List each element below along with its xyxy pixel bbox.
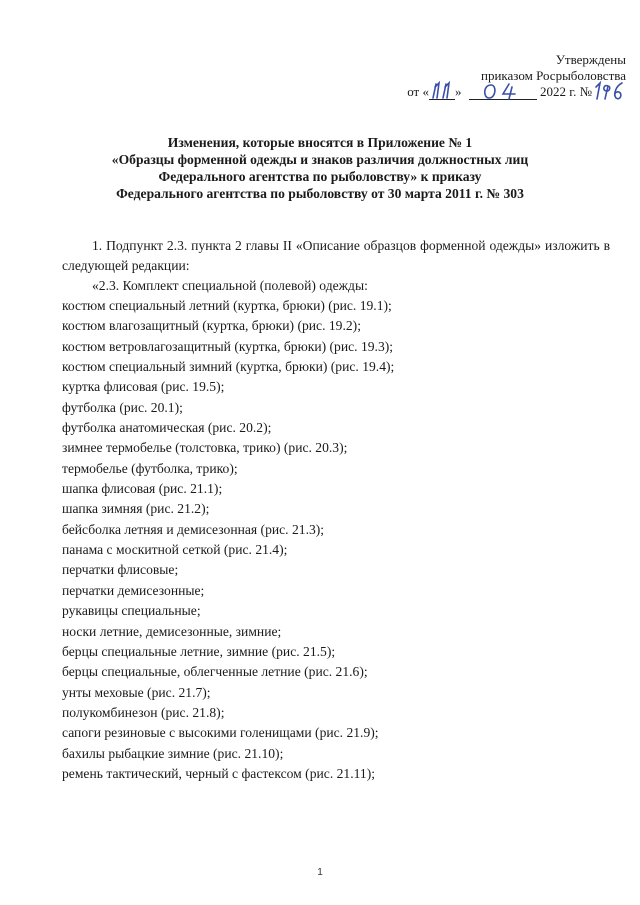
list-item: перчатки флисовые; <box>62 562 179 578</box>
list-item: унты меховые (рис. 21.7); <box>62 684 211 700</box>
list-item: костюм влагозащитный (куртка, брюки) (рис. 19.2); <box>62 318 361 334</box>
list-item: костюм ветровлагозащитный (куртка, брюки) (рис. 19.3); <box>62 338 394 354</box>
title-line-1: Изменения, которые вносятся в Приложение № 1 <box>167 135 473 150</box>
clothing-items-list <box>62 296 610 784</box>
list-item: костюм специальный летний (куртка, брюки) (рис. 19.1); <box>62 298 392 313</box>
title-line-2: «Образцы форменной одежды и знаков различия должностных лиц <box>111 152 529 167</box>
section-intro: «2.3. Комплект специальной (полевой) одежды: <box>92 278 368 293</box>
title-line-3: Федерального агентства по рыболовству» к приказу <box>158 169 482 184</box>
list-item: панама с москитной сеткой (рис. 21.4); <box>62 542 288 558</box>
list-item: берцы специальные, облегченные летние (рис. 21.6); <box>62 664 368 680</box>
approval-line-1: Утверждены <box>555 52 626 67</box>
list-item: футболка (рис. 20.1); <box>62 399 183 415</box>
document-body <box>62 236 610 784</box>
list-item: костюм специальный зимний (куртка, брюки) (рис. 19.4); <box>62 359 395 375</box>
list-item: полукомбинезон (рис. 21.8); <box>62 704 225 720</box>
list-item: термобелье (футболка, трико); <box>62 460 238 476</box>
list-item: шапка зимняя (рис. 21.2); <box>62 501 210 517</box>
list-item: перчатки демисезонные; <box>62 582 205 598</box>
list-item: бахилы рыбацкие зимние (рис. 21.10); <box>62 745 284 761</box>
handwritten-day <box>429 85 455 100</box>
list-item: рукавицы специальные; <box>62 603 201 619</box>
list-item: куртка флисовая (рис. 19.5); <box>62 379 225 395</box>
date-prefix: от « <box>407 84 429 99</box>
paragraph-1: 1. Подпункт 2.3. пункта 2 главы II «Описание образцов форменной одежды» изложить в следующей редакции: <box>62 238 610 273</box>
list-item: ремень тактический, черный с фастексом (рис. 21.11); <box>62 765 375 781</box>
approval-block <box>386 52 626 102</box>
list-item: сапоги резиновые с высокими голенищами (рис. 21.9); <box>62 725 379 741</box>
list-item: бейсболка летняя и демисезонная (рис. 21.3); <box>62 521 325 537</box>
list-item: футболка анатомическая (рис. 20.2); <box>62 420 272 436</box>
handwritten-month <box>469 85 537 100</box>
list-item: носки летние, демисезонные, зимние; <box>62 623 282 639</box>
approval-line-2: приказом Росрыболовства <box>480 68 626 83</box>
date-year-label: 2022 г. № <box>539 84 592 99</box>
document-title <box>40 134 600 202</box>
page-number: 1 <box>317 867 323 878</box>
list-item: зимнее термобелье (толстовка, трико) (рис. 20.3); <box>62 440 348 456</box>
title-line-4: Федерального агентства по рыболовству от 30 марта 2011 г. № 303 <box>116 186 524 201</box>
list-item: берцы специальные летние, зимние (рис. 21.5); <box>62 643 336 659</box>
list-item: шапка флисовая (рис. 21.1); <box>62 481 223 497</box>
date-mid: » <box>454 84 462 99</box>
approval-date-line <box>386 84 626 102</box>
handwritten-number <box>592 86 626 100</box>
